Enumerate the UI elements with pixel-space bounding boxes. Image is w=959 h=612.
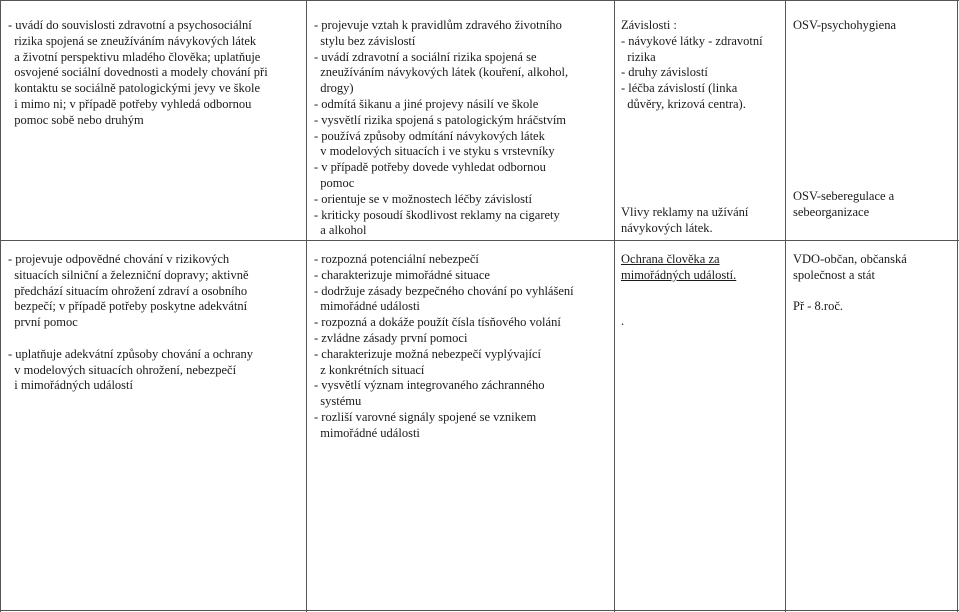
text-line: osvojené sociální dovednosti a modely chování při: [8, 65, 268, 80]
text-line: - vysvětlí význam integrovaného záchranného: [314, 378, 545, 393]
text-line: - v případě potřeby dovede vyhledat odbornou: [314, 160, 546, 175]
text-line: a životní perspektivu mladého člověka; uplatňuje: [8, 49, 261, 64]
text-line: Př - 8.roč.: [793, 299, 843, 314]
text-line: drogy): [314, 81, 354, 96]
text-line: rizika: [621, 49, 656, 64]
text-line: - orientuje se v možnostech léčby závislostí: [314, 191, 532, 206]
text-line: - kriticky posoudí škodlivost reklamy na cigarety: [314, 207, 560, 222]
text-line: z konkrétních situací: [314, 362, 425, 377]
text-line: sebeorganizace: [793, 204, 870, 219]
text-line: i mimořádných událostí: [8, 378, 133, 393]
table-border-right: [957, 0, 958, 612]
row1-crosscurricular-cell: [793, 18, 896, 34]
row2-outcomes-cell: [8, 252, 253, 394]
text-line: první pomoc: [8, 315, 78, 330]
text-line: důvěry, krizová centra).: [621, 96, 746, 111]
row2-crosscurricular-cell: [793, 252, 907, 315]
text-line: OSV-psychohygiena: [793, 18, 897, 32]
text-line: a alkohol: [314, 223, 367, 238]
text-line: společnost a stát: [793, 267, 875, 282]
column-divider: [306, 0, 307, 612]
text-line: stylu bez závislostí: [314, 33, 416, 48]
text-line: - projevuje odpovědné chování v rizikových: [8, 252, 230, 266]
row2-topics-cell: [621, 252, 736, 284]
text-line: mimořádné události: [314, 425, 420, 440]
text-line: mimořádné události: [314, 299, 420, 314]
text-line: rizika spojená se zneužíváním návykových látek: [8, 33, 257, 48]
table-border-left: [0, 0, 1, 612]
text-line: - charakterizuje mimořádné situace: [314, 267, 490, 282]
text-line: pomoc: [314, 175, 355, 190]
row1-curriculum-cell: [314, 18, 568, 239]
text-line: - rozpozná potenciální nebezpečí: [314, 252, 479, 266]
text-line: [8, 331, 253, 347]
text-line: - rozpozná a dokáže použít čísla tísňového volání: [314, 315, 561, 330]
text-line: VDO-občan, občanská: [793, 252, 907, 266]
text-line: - léčba závislostí (linka: [621, 81, 738, 96]
text-line: - návykové látky - zdravotní: [621, 33, 763, 48]
row1-topics-cell: [621, 18, 763, 113]
text-line: .: [621, 314, 625, 328]
row-divider: [0, 240, 959, 241]
text-line: - dodržuje zásady bezpečného chování po vyhlášení: [314, 283, 574, 298]
text-line: kontaktu se sociálně patologickými jevy ve škole: [8, 81, 261, 96]
text-line: systému: [314, 394, 362, 409]
text-line: návykových látek.: [621, 220, 713, 235]
text-line: - uplatňuje adekvátní způsoby chování a ochrany: [8, 346, 254, 361]
text-line: - uvádí do souvislosti zdravotní a psychosociální: [8, 18, 252, 32]
row1-topics-bottom: [621, 205, 748, 237]
text-line: - zvládne zásady první pomoci: [314, 330, 468, 345]
text-line: v modelových situacích i ve styku s vrstevníky: [314, 144, 555, 159]
row2-curriculum-cell: [314, 252, 574, 442]
text-line: bezpečí; v případě potřeby poskytne adekvátní: [8, 299, 248, 314]
row1-outcomes-cell: [8, 18, 268, 129]
text-line: v modelových situacích ohrožení, nebezpečí: [8, 362, 237, 377]
text-line: zneužíváním návykových látek (kouření, alkohol,: [314, 65, 569, 80]
column-divider: [785, 0, 786, 612]
text-line: - používá způsoby odmítání návykových látek: [314, 128, 545, 143]
row1-crosscurricular-bottom: [793, 189, 894, 221]
topic-heading: Závislosti :: [621, 18, 677, 32]
text-line: - odmítá šikanu a jiné projevy násilí ve škole: [314, 96, 539, 111]
text-line: Vlivy reklamy na užívání: [621, 205, 749, 219]
text-line: i mimo ni; v případě potřeby vyhledá odbornou: [8, 96, 252, 111]
text-line: pomoc sobě nebo druhým: [8, 112, 144, 127]
text-line: předchází situacím ohrožení zdraví a osobního: [8, 283, 248, 298]
text-line: - rozliší varovné signály spojené se vznikem: [314, 409, 537, 424]
text-line: - projevuje vztah k pravidlům zdravého životního: [314, 18, 562, 32]
text-line: [793, 284, 907, 300]
text-line: - druhy závislostí: [621, 65, 708, 80]
row2-topics-dot: [621, 314, 624, 330]
text-line: - charakterizuje možná nebezpečí vyplývající: [314, 346, 541, 361]
topic-heading: Ochrana člověka za: [621, 252, 720, 266]
column-divider: [614, 0, 615, 612]
text-line: situacích silniční a železniční dopravy; aktivně: [8, 267, 249, 282]
text-line: - vysvětlí rizika spojená s patologickým hráčstvím: [314, 112, 567, 127]
topic-heading: mimořádných událostí.: [621, 267, 737, 282]
text-line: - uvádí zdravotní a sociální rizika spojená se: [314, 49, 537, 64]
table-border-top: [0, 0, 959, 1]
text-line: OSV-seberegulace a: [793, 189, 895, 203]
table-border-bottom: [0, 610, 959, 611]
